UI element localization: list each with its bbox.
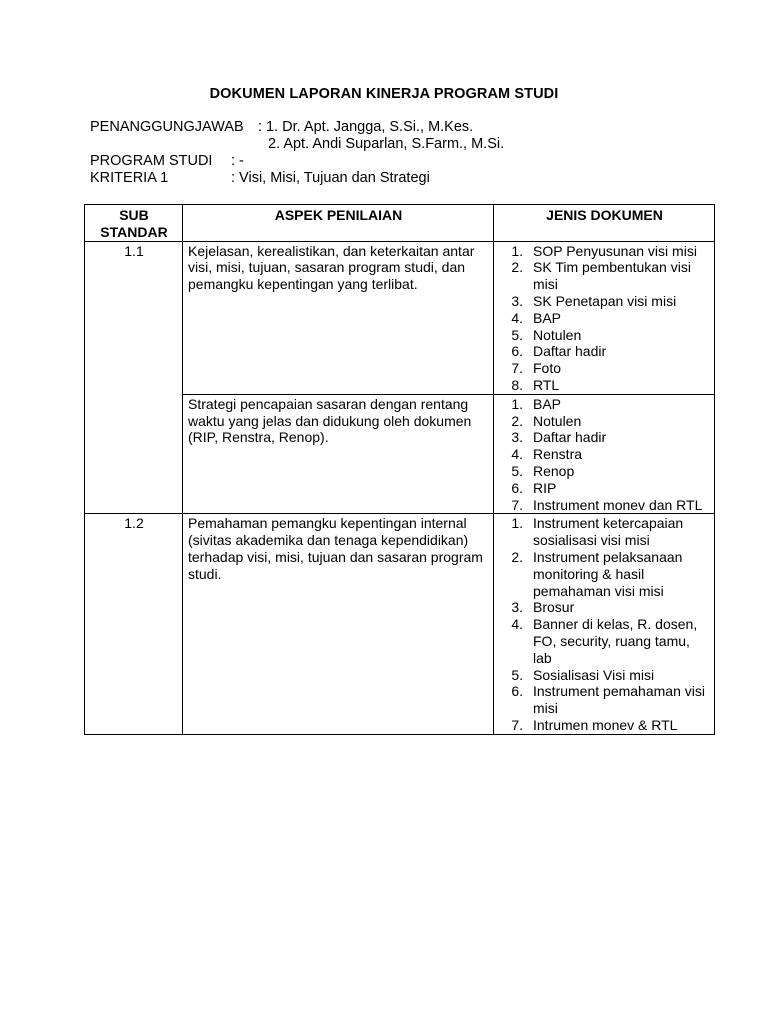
dokumen-item bbox=[499, 343, 710, 360]
dokumen-cell bbox=[494, 514, 715, 734]
dokumen-item-text: Renop bbox=[533, 462, 575, 479]
dokumen-item-text: Renstra bbox=[533, 446, 583, 463]
dokumen-item-text: Intrumen monev & RTL bbox=[533, 716, 678, 733]
dokumen-item-number: 3. bbox=[511, 429, 523, 446]
dokumen-item bbox=[499, 327, 710, 344]
dokumen-item bbox=[499, 377, 710, 394]
dokumen-item-number: 5. bbox=[511, 326, 523, 343]
header-sub-standar: SUB STANDAR bbox=[85, 205, 183, 242]
aspek-cell: Pemahaman pemangku kepentingan internal (sivitas akademika dan tenaga kependidikan) terhadap visi, misi, tujuan dan sasaran program studi. bbox=[183, 514, 494, 734]
dokumen-item-text: Instrument ketercapaian sosialisasi visi misi bbox=[533, 515, 684, 549]
dokumen-item-text: Notulen bbox=[533, 412, 582, 429]
dokumen-item bbox=[499, 259, 710, 293]
dokumen-item-number: 4. bbox=[511, 616, 523, 633]
table-header-row bbox=[85, 205, 715, 242]
dokumen-item-number: 1. bbox=[511, 515, 523, 532]
dokumen-item bbox=[499, 683, 710, 717]
dokumen-item-number: 3. bbox=[511, 292, 523, 309]
dokumen-item-text: Daftar hadir bbox=[533, 429, 607, 446]
dokumen-item-text: BAP bbox=[533, 395, 562, 412]
dokumen-item-text: BAP bbox=[533, 309, 562, 326]
dokumen-item bbox=[499, 717, 710, 734]
dokumen-item-number: 7. bbox=[511, 496, 523, 513]
kriteria-row bbox=[90, 170, 504, 187]
aspek-cell: Kejelasan, kerealistikan, dan keterkaitan antar visi, misi, tujuan, sasaran program studi, dan pemangku kepentingan yang terlibat. bbox=[183, 241, 494, 394]
table-row bbox=[85, 241, 715, 394]
dokumen-cell bbox=[494, 394, 715, 514]
dokumen-item bbox=[499, 480, 710, 497]
dokumen-item bbox=[499, 310, 710, 327]
dokumen-item-text: RIP bbox=[533, 479, 557, 496]
dokumen-item-number: 1. bbox=[511, 242, 523, 259]
dokumen-item-number: 2. bbox=[511, 548, 523, 565]
header-aspek-penilaian: ASPEK PENILAIAN bbox=[183, 205, 494, 242]
sub-standar-cell: 1.2 bbox=[85, 514, 183, 734]
penanggungjawab-1: : 1. Dr. Apt. Jangga, S.Si., M.Kes. bbox=[258, 119, 474, 135]
program-studi-value: : - bbox=[231, 153, 244, 169]
header-jenis-dokumen: JENIS DOKUMEN bbox=[494, 205, 715, 242]
program-studi-label: PROGRAM STUDI bbox=[90, 153, 213, 169]
dokumen-item-text: Daftar hadir bbox=[533, 343, 607, 360]
dokumen-item-text: Instrument monev dan RTL bbox=[533, 496, 703, 513]
penanggungjawab-2: 2. Apt. Andi Suparlan, S.Farm., M.Si. bbox=[268, 136, 505, 152]
dokumen-item-text: SK Tim pembentukan visi misi bbox=[533, 259, 691, 293]
dokumen-item-number: 7. bbox=[511, 360, 523, 377]
dokumen-item bbox=[499, 243, 710, 260]
dokumen-item-text: Instrument pemahaman visi misi bbox=[533, 683, 705, 717]
dokumen-item bbox=[499, 549, 710, 599]
dokumen-item-text: SK Penetapan visi misi bbox=[533, 292, 677, 309]
dokumen-item bbox=[499, 497, 710, 514]
dokumen-item-text: Brosur bbox=[533, 599, 575, 616]
dokumen-item bbox=[499, 446, 710, 463]
penanggungjawab-row-2 bbox=[90, 136, 504, 153]
aspek-cell: Strategi pencapaian sasaran dengan rentang waktu yang jelas dan didukung oleh dokumen (RIP, Renstra, Renop). bbox=[183, 394, 494, 514]
dokumen-item-number: 6. bbox=[511, 479, 523, 496]
kriteria-label: KRITERIA 1 bbox=[90, 170, 169, 186]
dokumen-item-number: 1. bbox=[511, 395, 523, 412]
dokumen-item bbox=[499, 599, 710, 616]
dokumen-item bbox=[499, 667, 710, 684]
document-meta bbox=[90, 119, 504, 187]
dokumen-cell bbox=[494, 241, 715, 394]
penanggungjawab-row bbox=[90, 119, 504, 136]
dokumen-item-number: 6. bbox=[511, 343, 523, 360]
dokumen-item-number: 2. bbox=[511, 412, 523, 429]
dokumen-item-number: 6. bbox=[511, 683, 523, 700]
document-title: DOKUMEN LAPORAN KINERJA PROGRAM STUDI bbox=[209, 86, 559, 102]
program-studi-row bbox=[90, 153, 504, 170]
dokumen-item-text: Foto bbox=[533, 360, 562, 377]
dokumen-item-number: 5. bbox=[511, 666, 523, 683]
dokumen-item-number: 2. bbox=[511, 259, 523, 276]
dokumen-item bbox=[499, 360, 710, 377]
dokumen-item-text: Instrument pelaksanaan monitoring & hasil pemahaman visi misi bbox=[533, 548, 683, 599]
kriteria-value: : Visi, Misi, Tujuan dan Strategi bbox=[231, 170, 430, 186]
dokumen-item-number: 8. bbox=[511, 376, 523, 393]
dokumen-item-number: 4. bbox=[511, 446, 523, 463]
penanggungjawab-label: PENANGGUNGJAWAB bbox=[90, 119, 244, 135]
dokumen-item bbox=[499, 463, 710, 480]
dokumen-list bbox=[499, 243, 710, 394]
dokumen-item-text: Banner di kelas, R. dosen, FO, security, ruang tamu, lab bbox=[533, 616, 698, 666]
dokumen-item-number: 7. bbox=[511, 716, 523, 733]
kriteria-table bbox=[84, 204, 715, 735]
dokumen-item-text: Notulen bbox=[533, 326, 582, 343]
dokumen-item-number: 5. bbox=[511, 462, 523, 479]
dokumen-item bbox=[499, 515, 710, 549]
table-row bbox=[85, 514, 715, 734]
dokumen-item bbox=[499, 396, 710, 413]
dokumen-list bbox=[499, 515, 710, 733]
dokumen-item bbox=[499, 616, 710, 666]
dokumen-item-text: Sosialisasi Visi misi bbox=[533, 666, 655, 683]
dokumen-item bbox=[499, 413, 710, 430]
dokumen-item bbox=[499, 293, 710, 310]
dokumen-item-number: 4. bbox=[511, 309, 523, 326]
dokumen-item-text: RTL bbox=[533, 376, 560, 393]
dokumen-item-number: 3. bbox=[511, 599, 523, 616]
sub-standar-cell: 1.1 bbox=[85, 241, 183, 514]
dokumen-list bbox=[499, 396, 710, 514]
dokumen-item-text: SOP Penyusunan visi misi bbox=[533, 242, 697, 259]
dokumen-item bbox=[499, 429, 710, 446]
